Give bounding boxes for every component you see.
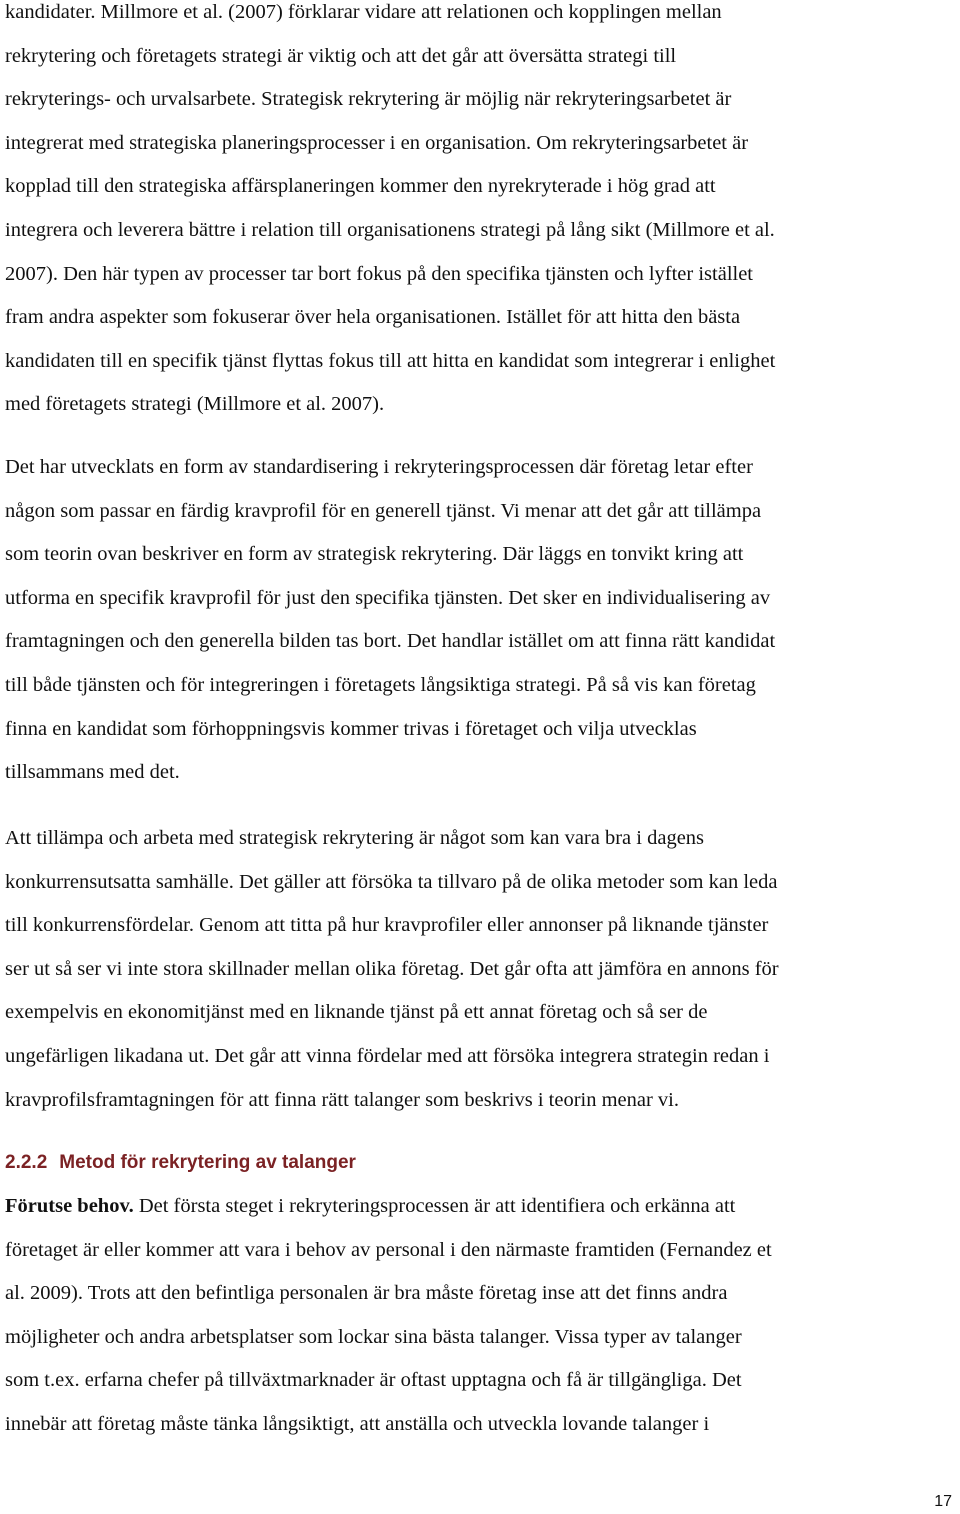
text-line: till både tjänsten och för integreringen i företagets långsiktiga strategi. På så vis kan företag — [5, 673, 756, 696]
body-paragraph — [5, 817, 957, 1122]
body-paragraph — [5, 0, 957, 427]
text-line: till konkurrensfördelar. Genom att titta på hur kravprofiler eller annonser på liknande tjänster — [5, 914, 769, 937]
text-line: integrerat med strategiska planeringsprocesser i en organisation. Om rekryteringsarbetet är — [5, 131, 749, 154]
text-line: integrera och leverera bättre i relation till organisationens strategi på lång sikt (Millmore et al. — [5, 218, 775, 241]
section-number: 2.2.2 — [5, 1152, 48, 1173]
section-title: Metod för rekrytering av talanger — [59, 1152, 356, 1173]
text-line: kopplad till den strategiska affärsplaneringen kommer den nyrekryterade i hög grad att — [5, 175, 716, 198]
page-number: 17 — [934, 1493, 952, 1510]
text-line: utforma en specifik kravprofil för just den specifika tjänsten. Det sker en individualisering av — [5, 586, 771, 609]
text-line: kandidaten till en specifik tjänst flyttas fokus till att hitta en kandidat som integrerar i enlighet — [5, 349, 776, 372]
text-line: fram andra aspekter som fokuserar över hela organisationen. Istället för att hitta den bästa — [5, 306, 741, 329]
text-line: som t.ex. erfarna chefer på tillväxtmarknader är oftast upptagna och få är tillgängliga. Det — [5, 1369, 742, 1392]
text-line: konkurrensutsatta samhälle. Det gäller att försöka ta tillvaro på de olika metoder som kan leda — [5, 870, 778, 893]
text-line — [5, 1185, 957, 1229]
text-line: rekryterings- och urvalsarbete. Strategisk rekrytering är möjlig när rekryteringsarbetet är — [5, 88, 732, 111]
text-line: innebär att företag måste tänka långsiktigt, att anställa och utveckla lovande talanger i — [5, 1412, 710, 1435]
text-line: med företagets strategi (Millmore et al. 2007). — [5, 393, 385, 416]
text-line: framtagningen och den generella bilden tas bort. Det handlar istället om att finna rätt kandidat — [5, 630, 776, 653]
text-line: finna en kandidat som förhoppningsvis kommer trivas i företaget och vilja utvecklas — [5, 717, 697, 740]
text-line: som teorin ovan beskriver en form av strategisk rekrytering. Där läggs en tonvikt kring att — [5, 543, 744, 566]
lead-term: Förutse behov. — [5, 1195, 134, 1217]
body-paragraph — [5, 446, 957, 795]
text-line: någon som passar en färdig kravprofil för en generell tjänst. Vi menar att det går att tillämpa — [5, 499, 762, 522]
text-line: Det har utvecklats en form av standardisering i rekryteringsprocessen där företag letar efter — [5, 456, 753, 478]
text-line: tillsammans med det. — [5, 761, 180, 784]
text-line: rekrytering och företagets strategi är viktig och att det går att översätta strategi till — [5, 44, 677, 67]
text-line: ungefärligen likadana ut. Det går att vinna fördelar med att försöka integrera strategin redan i — [5, 1044, 770, 1067]
text-line: kravprofilsframtagningen för att finna rätt talanger som beskrivs i teorin menar vi. — [5, 1088, 680, 1111]
body-paragraph — [5, 1185, 957, 1447]
text-line: företaget är eller kommer att vara i behov av personal i den närmaste framtiden (Fernandez et — [5, 1238, 772, 1261]
text-line: kandidater. Millmore et al. (2007) förklarar vidare att relationen och kopplingen mellan — [5, 1, 722, 23]
text-line: ser ut så ser vi inte stora skillnader mellan olika företag. Det går ofta att jämföra en annons för — [5, 957, 779, 980]
text-line: al. 2009). Trots att den befintliga personalen är bra måste företag inse att det finns andra — [5, 1282, 728, 1305]
text-line: 2007). Den här typen av processer tar bort fokus på den specifika tjänsten och lyfter istället — [5, 262, 753, 285]
text-line: möjligheter och andra arbetsplatser som lockar sina bästa talanger. Vissa typer av talanger — [5, 1325, 742, 1348]
text-line: Att tillämpa och arbeta med strategisk rekrytering är något som kan vara bra i dagens — [5, 827, 705, 849]
section-heading — [5, 1148, 356, 1178]
text-run: Det första steget i rekryteringsprocessen är att identifiera och erkänna att — [133, 1195, 736, 1217]
text-line: exempelvis en ekonomitjänst med en liknande tjänst på ett annat företag och så ser de — [5, 1001, 708, 1024]
